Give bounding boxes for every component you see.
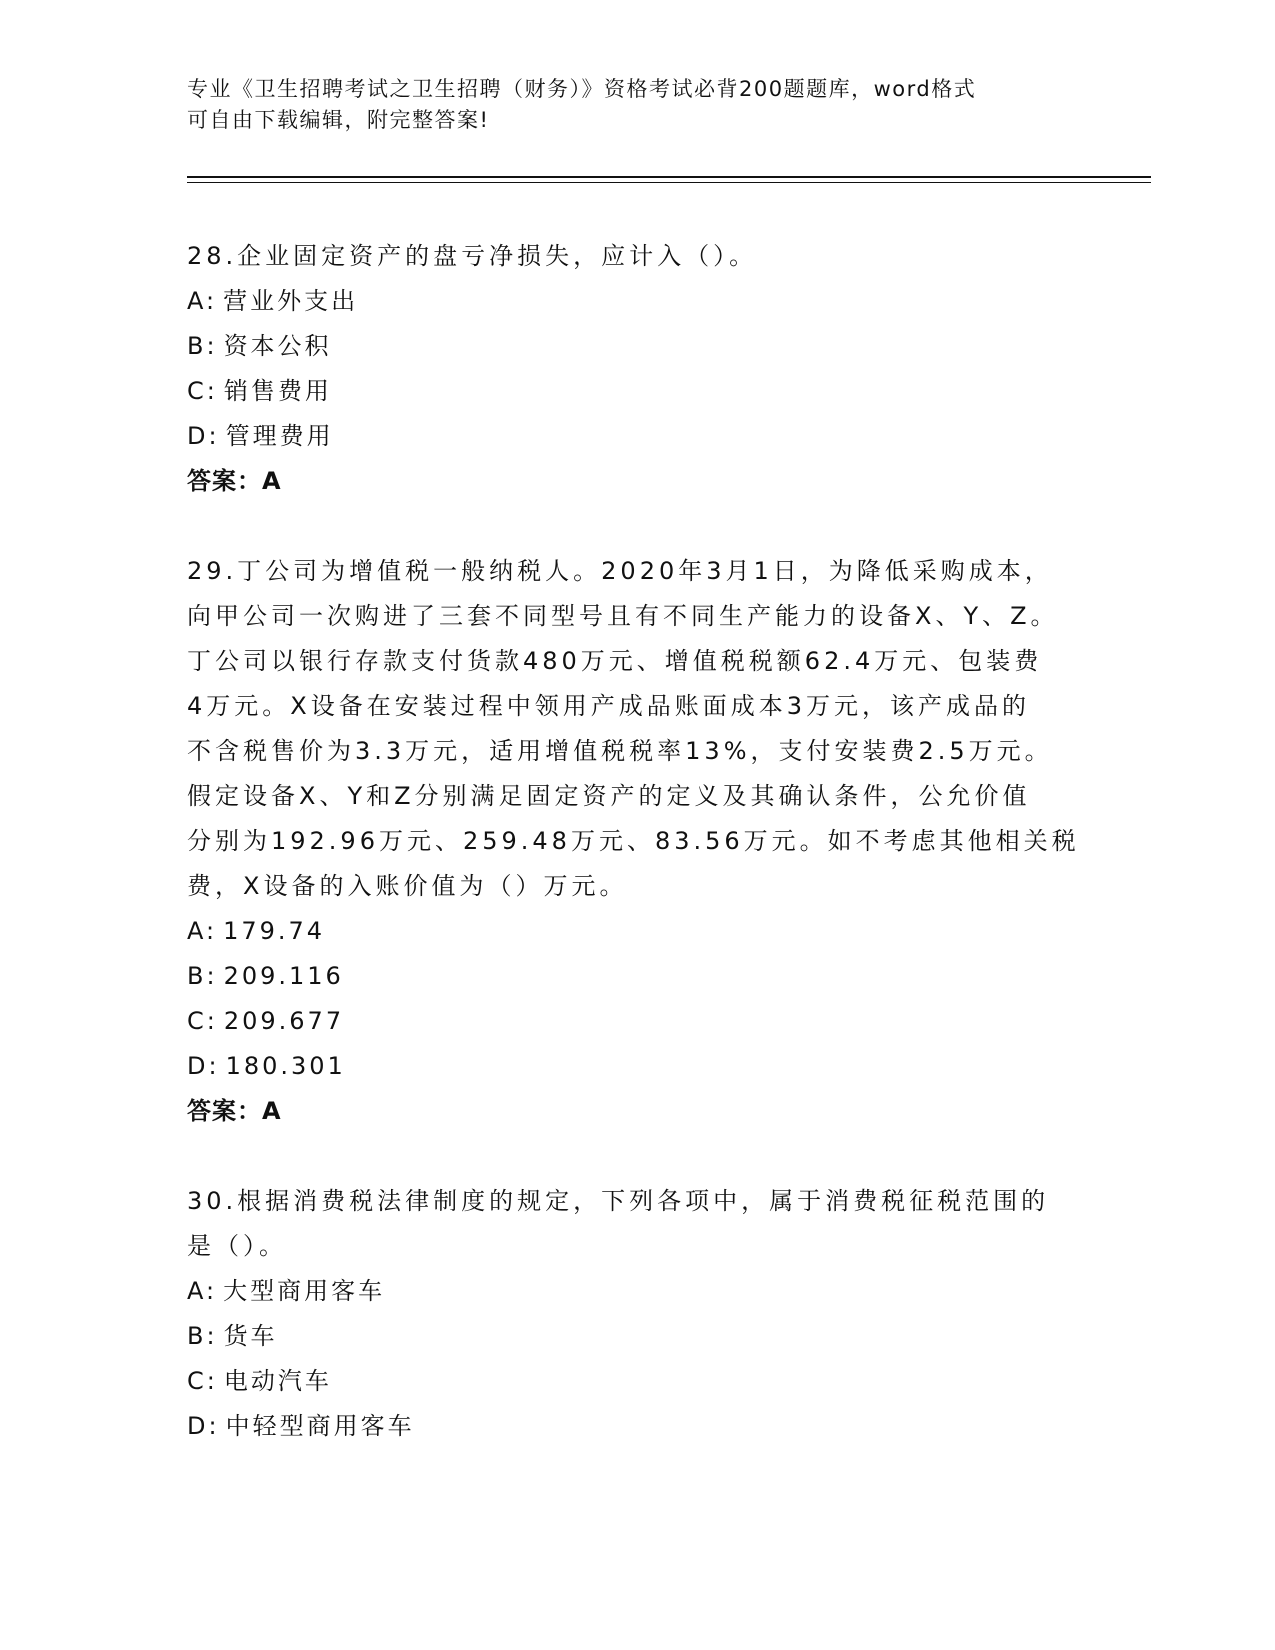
option-key: D: <box>187 422 220 450</box>
option-key: B: <box>187 332 218 360</box>
option-c <box>187 999 1067 1044</box>
question-stem <box>187 1179 1067 1269</box>
header-title-line-1: 专业《卫生招聘考试之卫生招聘（财务）》资格考试必背200题题库，word格式 <box>187 77 977 101</box>
question-stem <box>187 234 1067 279</box>
header-divider-thin <box>187 182 1151 183</box>
option-key: D: <box>187 1412 220 1440</box>
option-text: 营业外支出 <box>223 287 359 315</box>
option-c <box>187 1359 1067 1404</box>
option-c <box>187 369 1067 414</box>
stem-line: 费，X设备的入账价值为（）万元。 <box>187 872 628 900</box>
stem-line: 29.丁公司为增值税一般纳税人。2020年3月1日，为降低采购成本， <box>187 557 1053 585</box>
stem-line: 4万元。X设备在安装过程中领用产成品账面成本3万元，该产成品的 <box>187 692 1030 720</box>
question-29 <box>187 549 1080 1134</box>
document-header <box>187 74 1067 136</box>
option-text: 资本公积 <box>223 332 332 360</box>
question-30 <box>187 1179 1067 1449</box>
option-text: 180.301 <box>225 1052 346 1080</box>
answer-line: 答案：A <box>187 1097 282 1125</box>
option-text: 179.74 <box>223 917 326 945</box>
question-spacer <box>187 504 1067 549</box>
option-b <box>187 324 1067 369</box>
option-text: 销售费用 <box>223 377 332 405</box>
stem-line: 不含税售价为3.3万元，适用增值税税率13%，支付安装费2.5万元。 <box>187 737 1053 765</box>
option-a <box>187 279 1067 324</box>
option-key: C: <box>187 1007 218 1035</box>
stem-line: 假定设备X、Y和Z分别满足固定资产的定义及其确认条件，公允价值 <box>187 782 1031 810</box>
option-key: B: <box>187 1322 218 1350</box>
option-text: 209.116 <box>223 962 344 990</box>
question-spacer <box>187 1134 1067 1179</box>
header-title-line-2: 可自由下载编辑，附完整答案! <box>187 108 490 132</box>
question-stem <box>187 549 1080 909</box>
answer-line: 答案：A <box>187 467 282 495</box>
option-text: 中轻型商用客车 <box>225 1412 415 1440</box>
stem-line: 丁公司以银行存款支付货款480万元、增值税税额62.4万元、包装费 <box>187 647 1043 675</box>
option-text: 管理费用 <box>225 422 334 450</box>
option-key: A: <box>187 1277 218 1305</box>
option-text: 大型商用客车 <box>223 1277 386 1305</box>
header-divider-thick <box>187 176 1151 178</box>
stem-line: 是（）。 <box>187 1232 287 1260</box>
option-key: D: <box>187 1052 220 1080</box>
option-d <box>187 414 1067 459</box>
option-key: C: <box>187 377 218 405</box>
option-d <box>187 1404 1067 1449</box>
option-b <box>187 954 1067 999</box>
option-key: A: <box>187 917 218 945</box>
stem-line: 分别为192.96万元、259.48万元、83.56万元。如不考虑其他相关税 <box>187 827 1080 855</box>
option-a <box>187 1269 1067 1314</box>
option-text: 209.677 <box>223 1007 345 1035</box>
option-key: C: <box>187 1367 218 1395</box>
option-key: B: <box>187 962 218 990</box>
option-text: 货车 <box>223 1322 278 1350</box>
stem-line: 28.企业固定资产的盘亏净损失，应计入（）。 <box>187 242 758 270</box>
stem-line: 30.根据消费税法律制度的规定，下列各项中，属于消费税征税范围的 <box>187 1187 1050 1215</box>
option-key: A: <box>187 287 218 315</box>
question-list <box>187 234 1080 1449</box>
option-d <box>187 1044 1067 1089</box>
question-28 <box>187 234 1067 504</box>
option-text: 电动汽车 <box>223 1367 332 1395</box>
stem-line: 向甲公司一次购进了三套不同型号且有不同生产能力的设备X、Y、Z。 <box>187 602 1059 630</box>
option-a <box>187 909 1067 954</box>
option-b <box>187 1314 1067 1359</box>
